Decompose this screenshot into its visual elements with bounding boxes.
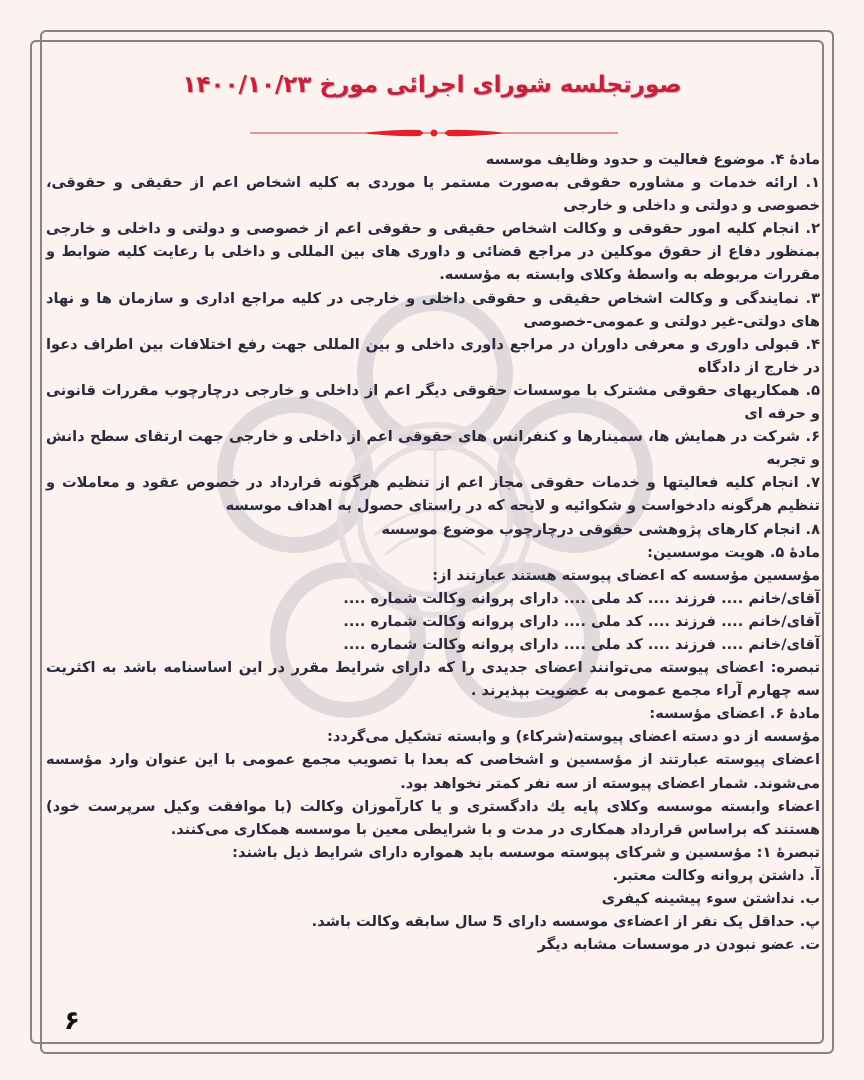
article-4-item-4: ۴. قبولی داوری و معرفی داوران در مراجع داوری داخلی و بین المللی جهت رفع اختلافات بین اطراف دعوا در خارج از دادگاه: [46, 335, 820, 376]
title-container: [40, 72, 824, 98]
note-new-members: تبصره: اعضای پیوسته می‌توانند اعضای جدیدی را که دارای شرایط مقرر در این اساسنامه باشد به اکثریت سه چهارم آراء مجمع عمومی به عضویت بپذیرند .: [46, 659, 820, 700]
page-title: صورتجلسه شورای اجرائی مورخ ۱۴۰۰/۱۰/۲۳: [182, 72, 682, 98]
article-4-item-1: ۱. ارائه خدمات و مشاوره حقوقی به‌صورت مستمر یا موردی به کلیه اشخاص اعم از حقیقی و حقوقی، خصوصی و دولتی و داخلی و خارجی: [46, 174, 820, 215]
founder-line: آقای/خانم .... فرزند .... کد ملی .... دارای پروانه وکالت شماره ....: [343, 589, 820, 607]
condition-t: ت. عضو نبودن در موسسات مشابه دیگر: [537, 936, 820, 954]
article-4-item-3: ۳. نمایندگی و وکالت اشخاص حقیقی و حقوقی داخلی و خارجی در کلیه مراجع اداری و سازمان ها و نهاد های دولتی-غیر دولتی و عمومی-خصوصی: [46, 289, 820, 330]
permanent-members: اعضای پیوسته عبارتند از مؤسسین و اشخاصی که بعدا با تصویب مجمع عمومی با این عنوان وارد مؤسسه می‌شوند. شمار اعضای پیوسته از سه نفر کمتر نخواهد بود.: [46, 751, 820, 792]
members-types: مؤسسه از دو دسته اعضای پیوسته(شرکاء) و وابسته تشکیل می‌گردد:: [327, 728, 820, 746]
founder-line: آقای/خانم .... فرزند .... کد ملی .... دارای پروانه وکالت شماره ....: [343, 612, 820, 630]
condition-b: ب. نداشتن سوء پیشینه کیفری: [601, 890, 820, 907]
article-4-heading: مادهٔ ۴. موضوع فعالیت و حدود وظایف موسسه: [485, 151, 820, 168]
condition-p: پ. حداقل یک نفر از اعضاءی موسسه دارای 5 سال سابقه وکالت باشد.: [311, 913, 820, 931]
article-4-item-8: ۸. انجام کارهای پژوهشی حقوقی درچارچوب موضوع موسسه: [381, 520, 820, 538]
ornamental-divider-icon: [250, 126, 618, 140]
article-4-item-5: ۵. همکاریهای حقوقی مشترک با موسسات حقوقی دیگر اعم از داخلی و خارجی درچارچوب مقررات قانونی و حرفه ای: [46, 381, 820, 423]
article-4-item-7: ۷. انجام کلیه فعالیتها و خدمات حقوقی مجاز اعم از تنظیم هرگونه قرارداد در خصوص عقود و معاملات و تنظیم هرگونه دادخواست و شکوائیه و لایحه که در راستای حصول به اهداف موسسه: [46, 474, 820, 515]
article-6-heading: مادهٔ ۶. اعضای مؤسسه:: [649, 705, 820, 723]
founder-line: آقای/خانم .... فرزند .... کد ملی .... دارای پروانه وکالت شماره ....: [343, 635, 820, 653]
document-body: [46, 148, 820, 956]
condition-a: آ. داشتن پروانه وکالت معتبر.: [612, 866, 820, 884]
article-5-heading: مادهٔ ۵. هویت موسسین:: [647, 543, 820, 561]
article-4-item-6: ۶. شرکت در همایش ها، سمینارها و کنفرانس های حقوقی اعم از داخلی و خارجی جهت ارتقای سطح دانش و تجربه: [46, 428, 820, 469]
affiliate-members: اعضاء وابسته موسسه وکلای پایه یك دادگستری و یا کارآموزان وکالت (با موافقت وکیل سرپرست خود) هستند که براساس قرارداد همکاری در مدت و با شرایطی معین با موسسه همکاری می‌کنند.: [46, 797, 820, 838]
note-1-conditions: تبصرهٔ ۱: مؤسسین و شرکای پیوسته موسسه باید همواره دارای شرایط ذیل باشند:: [232, 843, 820, 861]
page-number: ۶: [64, 1006, 80, 1036]
founders-intro: مؤسسین مؤسسه که اعضای پیوسته هستند عبارتند از:: [432, 566, 820, 584]
article-4-item-2: ۲. انجام کلیه امور حقوقی و وکالت اشخاص حقیقی و حقوقی اعم از خصوصی و دولتی و داخلی و خارجی بمنظور دفاع از حقوق موکلین در مراجع قضائی و داوری های بین المللی و داخلی با رعایت کلیه ضوابط و مقررات مربوطه به واسطهٔ وکلای وابسته به مؤسسه.: [46, 220, 820, 284]
